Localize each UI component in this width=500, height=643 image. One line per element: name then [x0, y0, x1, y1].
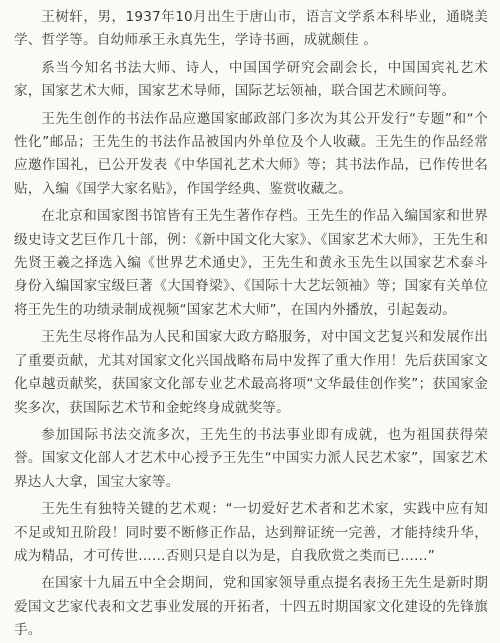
paragraph-biography: 王树轩，男，1937年10月出生于唐山市，语言文学系本科毕业，通晓美学、哲学等。自幼师承王永真先生，学诗书画，成就颇佳 。: [14, 9, 488, 49]
paragraph-archives: 在北京和国家图书馆皆有王先生著作存档。王先生的作品入编国家和世界级史诗文艺巨作几十部，例：《新中国文化大家》、《国家艺术大师》，王先生和先贤王羲之择选入编《世界艺术通史》，王先生和黄永玉先生以国家艺术泰斗身份入编国家宝级巨著《大国脊梁》、《国际十大艺坛领袖》等；国家有关单位将王先生的功绩录制成视频“国家艺术大师”，在国内外播放，引起轰动。: [14, 208, 488, 318]
paragraph-titles: 系当今知名书法大师、诗人，中国国学研究会副会长，中国国宾礼艺术家，国家艺术大师，国家艺术导师，国际艺坛领袖，联合国艺术顾问等。: [14, 59, 488, 100]
paragraph-contributions: 王先生尽将作品为人民和国家大政方略服务，对中国文艺复兴和发展作出了重要贡献，尤其对国家文化兴国战略布局中发挥了重大作用！先后获国家文化卓越贡献奖，获国家文化部专业艺术最高将项“文华最佳创作奖”；获国家金奖多次，获国际艺术节和金蛇终身成就奖等。: [14, 329, 488, 416]
paragraph-exchange: 参加国际书法交流多次，王先生的书法事业即有成就，也为祖国获得荣誉。国家文化部人才艺术中心授予王先生“中国实力派人民艺术家”，国家艺术界达人大拿，国宝大家等。: [14, 426, 488, 490]
paragraph-art-view: 王先生有独特关键的艺术观：“一切爱好艺术者和艺术家，实践中应有知不足或知丑阶段！同时要不断修正作品，达到辩证统一完善，才能持续升华，成为精品，才可传世……否则只是自以为是，自我欣赏之类而已……”: [14, 501, 488, 564]
paragraph-postal-works: 王先生创作的书法作品应邀国家邮政部门多次为其公开发行“专题”和“个性化”邮品；王先生的书法作品被国内外单位及个人收藏。王先生的作品经常应邀作国礼，已公开发表《中华国礼艺术大师》等；其书法作品，已作传世名贴，入编《国学大家名贴》，作国学经典、鉴赏收藏之。: [14, 110, 488, 197]
paragraph-recognition: 在国家十九届五中全会期间，党和国家领导重点提名表扬王先生是新时期爱国文艺家代表和文艺事业发展的开拓者，十四五时期国家文化建设的先锋旗手。: [14, 575, 488, 639]
